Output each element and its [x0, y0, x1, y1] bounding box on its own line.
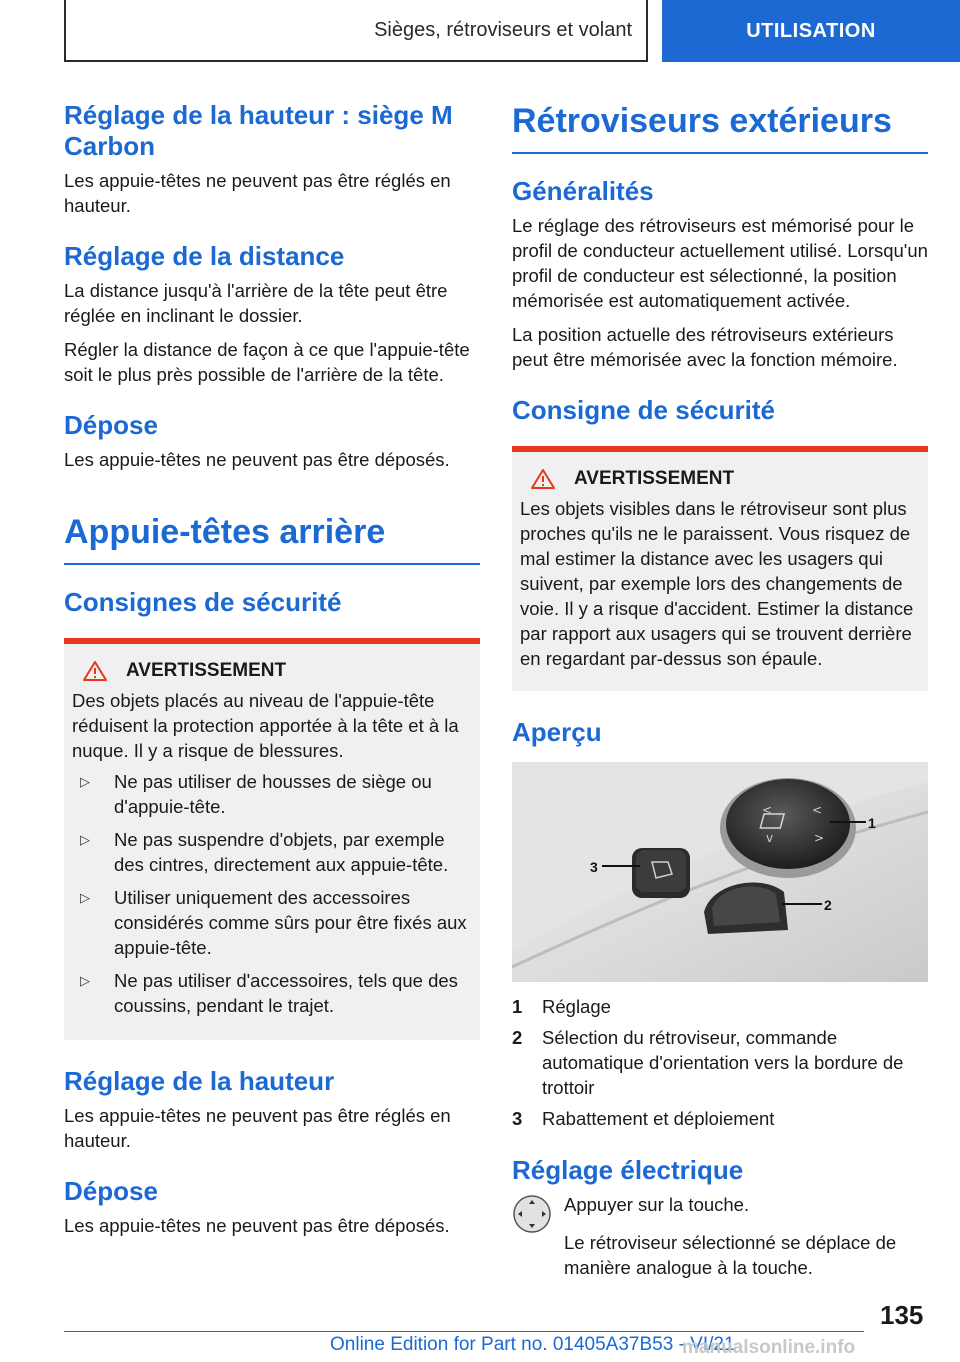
svg-text:v: v [766, 831, 774, 845]
text-depose-1: Les appuie-têtes ne peuvent pas être déposés. [64, 449, 450, 470]
text-distance-2: Régler la distance de façon à ce que l'appuie-tête soit le plus près possible de l'arrière de la tête. [64, 339, 470, 385]
header-section [64, 0, 648, 62]
warning-title: AVERTISSEMENT [574, 468, 735, 489]
list-item: 2 Sélection du rétroviseur, commande automatique d'orientation vers la bordure de trottoir [512, 1027, 904, 1098]
bullet-triangle-icon: ▷ [80, 832, 90, 847]
text-electrique-2: Le rétroviseur sélectionné se déplace de manière analogue à la touche. [564, 1232, 897, 1278]
heading-retroviseurs-exterieurs: Rétroviseurs extérieurs [512, 100, 928, 154]
text-hauteur-m-carbon: Les appuie-têtes ne peuvent pas être réglés en hauteur. [64, 170, 451, 216]
header-chapter-tab[interactable] [662, 0, 960, 62]
list-item: 3 Rabattement et déploiement [512, 1108, 775, 1129]
heading-generalites: Généralités [512, 176, 654, 206]
warning-box-appuie-tete [64, 638, 480, 1040]
warning-title-row [520, 468, 920, 490]
list-item: ▷ Ne pas utiliser d'accessoires, tels que des coussins, pendant le trajet. [72, 968, 472, 1018]
heading-distance: Réglage de la distance [64, 241, 345, 271]
mirror-control-illustration [512, 762, 928, 982]
mirror-adjust-button-icon [512, 1194, 552, 1234]
edition-text: Online Edition for Part no. 01405A37B53 - VI/21 [330, 1334, 735, 1355]
header-section-title: Sièges, rétroviseurs et volant [374, 18, 632, 41]
figure-label-2: 2 [824, 897, 832, 913]
right-column [512, 100, 928, 1289]
electric-adjust-row [512, 1192, 928, 1234]
bullet-triangle-icon: ▷ [80, 774, 90, 789]
heading-consigne-securite: Consigne de sécurité [512, 395, 775, 425]
text-generalites-1: Le réglage des rétroviseurs est mémorisé pour le profil de conducteur actuellement utilisé. Lorsqu'un profil de conducteur est sélectionné, la position mémorisée est automatiquement activée. [512, 215, 928, 311]
figure-label-1: 1 [868, 815, 876, 831]
watermark-text: manualsonline.info [682, 1337, 856, 1358]
svg-text:<: < [812, 803, 823, 817]
heading-appuie-tetes-arriere: Appuie-têtes arrière [64, 511, 480, 565]
figure-label-3: 3 [590, 859, 598, 875]
svg-text:<: < [762, 803, 773, 817]
heading-hauteur: Réglage de la hauteur [64, 1066, 335, 1096]
text-hauteur: Les appuie-têtes ne peuvent pas être réglés en hauteur. [64, 1105, 451, 1151]
text-depose-2: Les appuie-têtes ne peuvent pas être déposés. [64, 1215, 450, 1236]
bullet-triangle-icon: ▷ [80, 973, 90, 988]
text-distance-1: La distance jusqu'à l'arrière de la tête peut être réglée en inclinant le dossier. [64, 280, 448, 326]
bullet-triangle-icon: ▷ [80, 890, 90, 905]
figure-legend [512, 994, 928, 1131]
warning-title: AVERTISSEMENT [126, 660, 287, 681]
list-item: ▷ Utiliser uniquement des accessoires considérés comme sûrs pour être fixés aux appuie-tête. [72, 885, 472, 960]
heading-depose-2: Dépose [64, 1176, 158, 1206]
left-column [64, 100, 480, 1247]
text-electrique-1: Appuyer sur la touche. [564, 1194, 750, 1215]
list-item: 1 Réglage [512, 996, 611, 1017]
warning-bullet-list [72, 769, 472, 1018]
heading-consignes-securite: Consignes de sécurité [64, 587, 342, 617]
heading-apercu: Aperçu [512, 717, 602, 747]
mirror-control-drawing [512, 762, 928, 982]
warning-box-retroviseur [512, 446, 928, 691]
warning-triangle-icon [530, 468, 556, 490]
header-chapter-label: UTILISATION [746, 19, 876, 42]
heading-hauteur-m-carbon: Réglage de la hauteur : siège M Carbon [64, 100, 453, 161]
heading-reglage-electrique: Réglage électrique [512, 1155, 744, 1185]
warning-text: Des objets placés au niveau de l'appuie-tête réduisent la protection apportée à la tête et à la nuque. Il y a risque de blessures. [72, 690, 459, 761]
warning-triangle-icon [82, 660, 108, 682]
warning-text: Les objets visibles dans le rétroviseur sont plus proches qu'ils ne le paraissent. Vous risquez de mal estimer la distance avec les usagers qui suivent, par exemple lors des changements de voie. Il y a risque d'accident. Estimer la distance par rapport aux usagers qui se trouvent derrière en regardant par-dessus son épaule. [520, 498, 914, 669]
list-item: ▷ Ne pas suspendre d'objets, par exemple des cintres, directement aux appuie-tête. [72, 827, 472, 877]
footer-divider [64, 1331, 864, 1332]
svg-text:>: > [814, 831, 825, 845]
warning-title-row [72, 660, 472, 682]
page-number: 135 [880, 1300, 924, 1330]
text-generalites-2: La position actuelle des rétroviseurs extérieurs peut être mémorisée avec la fonction mémoire. [512, 324, 898, 370]
list-item: ▷ Ne pas utiliser de housses de siège ou d'appuie-tête. [72, 769, 472, 819]
heading-depose-1: Dépose [64, 410, 158, 440]
